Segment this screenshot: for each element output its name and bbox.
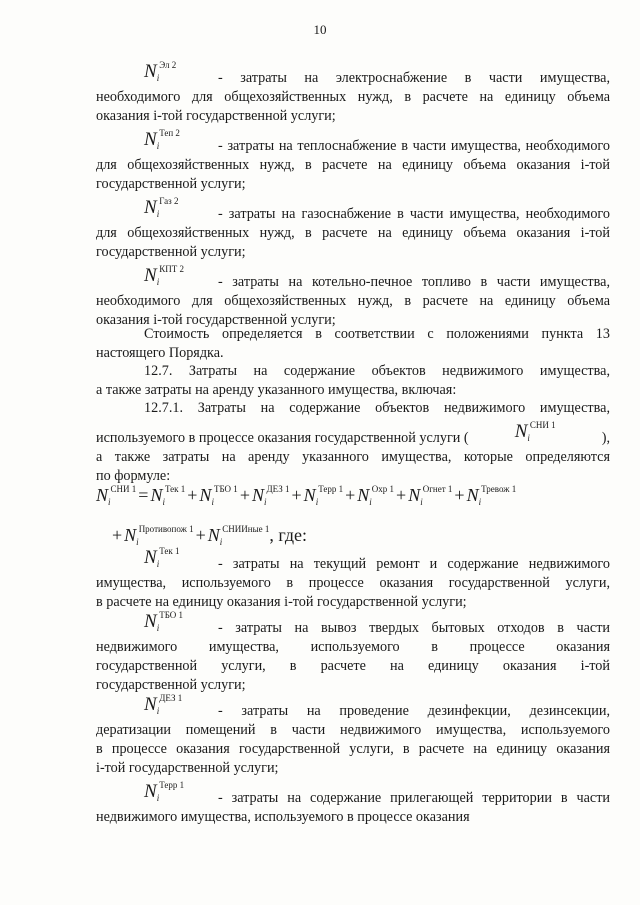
- paragraph-12-7: [96, 362, 610, 400]
- symbol-letter: N: [96, 485, 109, 505]
- symbol-letter: N: [144, 61, 157, 82]
- text-line: - затраты на вывоз твердых бытовых отходов в части: [218, 620, 610, 636]
- formula-operator: +: [187, 485, 198, 505]
- symbol-subscript: i: [369, 497, 372, 507]
- text-line: в процессе оказания государственной услуги, в расчете на единицу оказания: [96, 741, 610, 757]
- text-line-with-symbol: [96, 418, 610, 448]
- formula-term: [467, 485, 517, 505]
- symbol-subscript: i: [108, 497, 111, 507]
- text-line: настоящего Порядка.: [96, 345, 224, 361]
- symbol-letter: N: [207, 525, 220, 545]
- symbol-subscript: i: [478, 497, 482, 507]
- symbol-n: [144, 56, 218, 88]
- definition-current-repair: [96, 548, 610, 612]
- symbol-n: [144, 542, 218, 574]
- text-line: - затраты на содержание прилегающей территории в части: [218, 790, 610, 806]
- symbol-letter: N: [144, 611, 157, 632]
- text-line: по формуле:: [96, 468, 171, 484]
- definition-first-line: [96, 266, 610, 292]
- symbol-letter: N: [303, 485, 316, 505]
- formula-term: [304, 485, 343, 505]
- symbol-letter: N: [251, 485, 264, 505]
- formula-term: [252, 485, 290, 505]
- text-line: оказания i-той государственной услуги;: [96, 108, 336, 124]
- symbol-letter: N: [144, 547, 157, 568]
- text-line: - затраты на электроснабжение в части имущества,: [218, 70, 610, 86]
- formula-term: [357, 485, 394, 505]
- symbol-letter: N: [144, 129, 157, 150]
- symbol-n: [144, 689, 218, 721]
- symbol-letter: N: [144, 265, 157, 286]
- symbol-subscript: i: [219, 537, 223, 547]
- formula-term: [199, 485, 237, 505]
- text-line: ),: [601, 430, 610, 446]
- symbol-letter: N: [408, 485, 421, 505]
- symbol-letter: N: [199, 485, 212, 505]
- definition-boiler-fuel: [96, 266, 610, 330]
- text-line: а также затраты на аренду указанного имущества, включая:: [96, 382, 457, 398]
- formula-row-1: [96, 480, 636, 512]
- formula-operator: +: [345, 485, 356, 505]
- text-line: имущества, используемого в процессе оказания государственной услуги,: [96, 575, 610, 591]
- symbol-subscript: i: [156, 623, 160, 633]
- definition-first-line: [96, 548, 610, 574]
- text-line: необходимого для общехозяйственных нужд, в расчете на единицу объема: [96, 89, 610, 105]
- definition-first-line: [96, 782, 610, 808]
- symbol-subscript: i: [136, 537, 139, 547]
- symbol-superscript: ДЕЗ 1: [266, 484, 290, 494]
- symbol-subscript: i: [162, 497, 165, 507]
- symbol-letter: N: [357, 485, 370, 505]
- symbol-subscript: i: [156, 277, 160, 287]
- symbol-subscript: i: [156, 706, 160, 716]
- formula-operator: +: [195, 525, 206, 545]
- symbol-subscript: i: [156, 559, 160, 569]
- symbol-subscript: i: [420, 497, 423, 507]
- definition-first-line: [96, 130, 610, 156]
- text-line: используемого в процессе оказания государственной услуги (: [96, 430, 469, 446]
- text-line: недвижимого имущества, используемого в процессе оказания: [96, 809, 470, 825]
- definition-disinfection: [96, 695, 610, 778]
- formula-operator: +: [454, 485, 465, 505]
- symbol-sni: $N_i^{СНИ 1}$: [514, 420, 556, 443]
- definition-first-line: [96, 62, 610, 88]
- text-line: для общехозяйственных нужд, в расчете на единицу объема оказания i-той: [96, 157, 610, 173]
- text-line: оказания i-той государственной услуги;: [96, 312, 336, 328]
- symbol-superscript: Терр 1: [318, 484, 344, 494]
- symbol-superscript: Охр 1: [371, 484, 395, 494]
- definition-solid-waste: [96, 612, 610, 695]
- symbol-subscript: i: [263, 497, 267, 507]
- text-line: Стоимость определяется в соответствии с положениями пункта 13: [144, 326, 610, 342]
- symbol-superscript: Огнет 1: [422, 484, 453, 494]
- text-line: в расчете на единицу оказания i-той государственной услуги;: [96, 594, 467, 610]
- definition-heating: [96, 130, 610, 194]
- text-line: 12.7.1. Затраты на содержание объектов недвижимого имущества,: [144, 400, 610, 416]
- formula-operator: +: [291, 485, 302, 505]
- text-line: - затраты на газоснабжение в части имущества, необходимого: [218, 206, 610, 222]
- text-line: необходимого для общехозяйственных нужд, в расчете на единицу объема: [96, 293, 610, 309]
- text-line: государственной услуги;: [96, 176, 246, 192]
- text-line: 12.7. Затраты на содержание объектов недвижимого имущества,: [144, 363, 610, 379]
- symbol-letter: N: [124, 525, 137, 545]
- text-line: недвижимого имущества, используемого в процессе оказания: [96, 639, 610, 655]
- symbol-superscript: Газ 2: [159, 196, 179, 206]
- symbol-superscript: Тек 1: [159, 546, 180, 556]
- symbol-subscript: i: [211, 497, 214, 507]
- symbol-subscript: i: [315, 497, 319, 507]
- definition-first-line: [96, 612, 610, 638]
- formula-operator: +: [112, 525, 123, 545]
- formula-operator: +: [239, 485, 250, 505]
- symbol-letter: N: [144, 197, 157, 218]
- symbol-subscript: i: [156, 141, 160, 151]
- page-number: 10: [313, 22, 327, 37]
- definition-territory: [96, 782, 610, 827]
- symbol-letter: N: [144, 694, 157, 715]
- symbol-n: [144, 260, 218, 292]
- definition-electricity: [96, 62, 610, 126]
- formula-term: [150, 485, 185, 505]
- symbol-superscript: Тревож 1: [481, 484, 517, 494]
- symbol-superscript: КПТ 2: [159, 264, 184, 274]
- symbol-superscript: СНИ 1: [110, 484, 137, 494]
- symbol-superscript: СНИИные 1: [222, 524, 270, 534]
- symbol-superscript: Терр 1: [159, 780, 185, 790]
- definition-first-line: [96, 695, 610, 721]
- paragraph-12-7-1: [96, 399, 610, 486]
- text-line: государственной услуги;: [96, 244, 246, 260]
- symbol-n: [144, 192, 218, 224]
- text-line: государственной услуги;: [96, 677, 246, 693]
- symbol-subscript: i: [156, 209, 160, 219]
- symbol-letter: N: [150, 485, 163, 505]
- formula-operator: =: [138, 485, 149, 505]
- text-line: а также затраты на аренду указанного имущества, которые определяются: [96, 449, 610, 465]
- text-line: государственной услуги, в расчете на единицу оказания i-той: [96, 658, 610, 674]
- symbol-letter: N: [144, 781, 157, 802]
- definition-gas: [96, 198, 610, 262]
- text-line: i-той государственной услуги;: [96, 760, 279, 776]
- text-line: - затраты на котельно-печное топливо в части имущества,: [218, 274, 610, 290]
- formula-term: [408, 485, 452, 505]
- symbol-subscript: i: [156, 73, 160, 83]
- definition-first-line: [96, 198, 610, 224]
- symbol-subscript: i: [156, 793, 160, 803]
- symbol-superscript: Теп 2: [159, 128, 180, 138]
- symbol-superscript: ДЕЗ 1: [159, 693, 183, 703]
- symbol-n: [144, 776, 218, 808]
- text-line: для общехозяйственных нужд, в расчете на единицу объема оказания i-той: [96, 225, 610, 241]
- symbol-n: [144, 124, 218, 156]
- formula-term: [96, 485, 136, 505]
- symbol-superscript: Эл 2: [159, 60, 177, 70]
- formula-operator: +: [396, 485, 407, 505]
- symbol-n: [144, 606, 218, 638]
- text-line: - затраты на теплоснабжение в части имущества, необходимого: [218, 138, 610, 154]
- symbol-letter: N: [466, 485, 479, 505]
- symbol-superscript: Тек 1: [164, 484, 186, 494]
- paragraph-cost: [96, 325, 610, 363]
- symbol-superscript: ТБО 1: [159, 610, 184, 620]
- text-line: - затраты на текущий ремонт и содержание недвижимого: [218, 556, 610, 572]
- text-line: - затраты на проведение дезинфекции, дезинсекции,: [218, 703, 610, 719]
- formula-where: , где:: [269, 525, 308, 545]
- symbol-superscript: Противопож 1: [138, 524, 194, 534]
- symbol-superscript: ТБО 1: [213, 484, 238, 494]
- text-line: дератизации помещений в части недвижимого имущества, используемого: [96, 722, 610, 738]
